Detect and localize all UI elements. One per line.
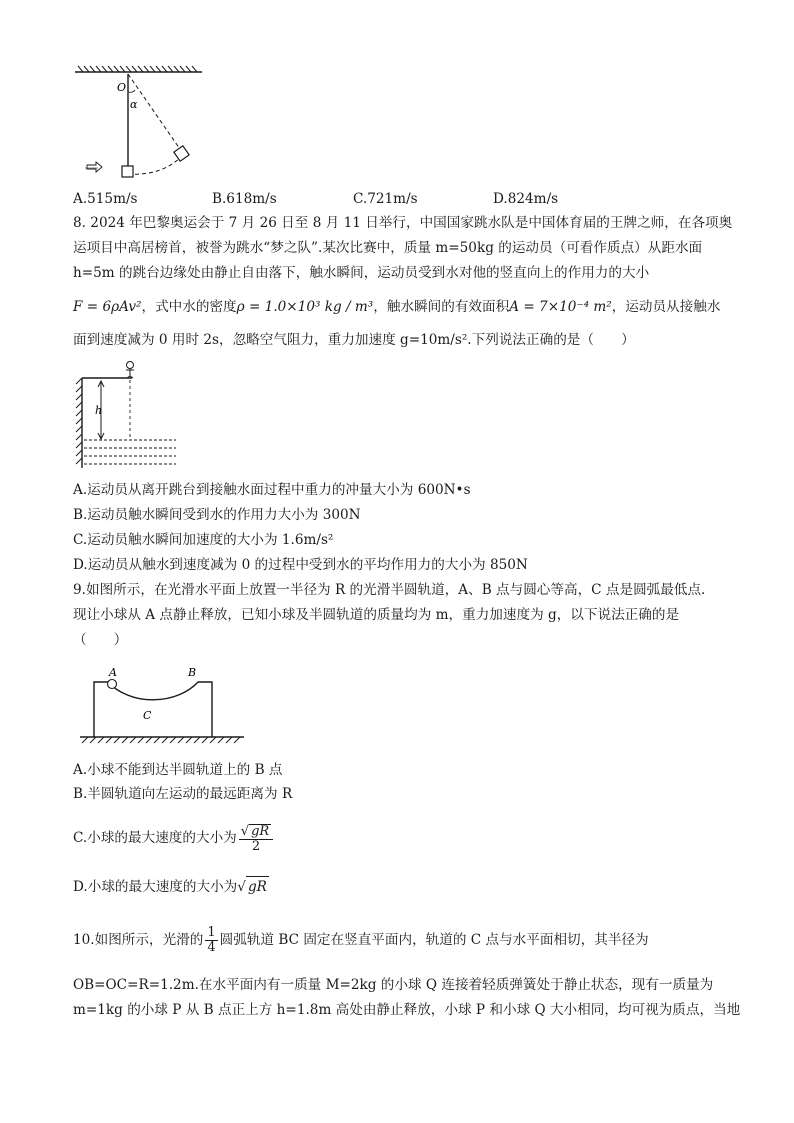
q10-line-2: OB=OC=R=1.2m.在水平面内有一质量 M=2kg 的小球 Q 连接着轻质弹簧处于静止状态，现有一质量为 <box>73 977 714 993</box>
formula-area: A = 7×10⁻⁴ m² <box>509 299 612 315</box>
q9-option-c <box>73 818 275 858</box>
q9-option-c-text: C.小球的最大速度的大小为 <box>73 830 237 846</box>
q10-text-b: 圆弧轨道 BC 固定在竖直平面内，轨道的 C 点与水平面相切，其半径为 <box>219 932 649 948</box>
label-h: h <box>95 404 103 417</box>
label-a: A <box>109 666 117 679</box>
q7-option-c: C.721m/s <box>353 191 418 207</box>
q10-line-3: m=1kg 的小球 P 从 B 点正上方 h=1.8m 高处由静止释放，小球 P 和小球 Q 大小相同，均可视为质点，当地 <box>73 1002 741 1018</box>
fraction-sqrt-gr-over-2: $\frac{√ gR}{2}$ <box>239 824 273 854</box>
q7-option-b: B.618m/s <box>212 191 277 207</box>
q9-option-b: B.半圆轨道向左运动的最远距离为 R <box>73 786 293 802</box>
q8-line-3: h=5m 的跳台边缘处由静止自由落下，触水瞬间，运动员受到水对他的竖直向上的作用力的大小 <box>73 265 650 281</box>
q8-text-c: ，运动员从接触水 <box>611 299 721 315</box>
label-o: O <box>117 81 127 94</box>
q8-text-a: ，式中水的密度 <box>141 299 237 315</box>
q8-option-b: B.运动员触水瞬间受到水的作用力大小为 300N <box>73 507 361 523</box>
radicand-gr: gR <box>251 823 270 839</box>
q8-option-a: A.运动员从离开跳台到接触水面过程中重力的冲量大小为 600N•s <box>73 482 471 498</box>
q8-option-c: C.运动员触水瞬间加速度的大小为 1.6m/s² <box>73 532 334 548</box>
q7-option-d: D.824m/s <box>493 191 559 207</box>
fraction-one-quarter: $\frac{1}{4}$ <box>207 925 216 955</box>
diving-figure <box>72 356 182 472</box>
radicand-gr-d: gR <box>246 876 269 897</box>
denominator-2: 2 <box>251 838 261 854</box>
q8-line-1: 8. 2024 年巴黎奥运会于 7 月 26 日至 8 月 11 日举行，中国国家跳水队是中国体育届的王牌之师，在各项奥 <box>73 215 733 231</box>
q9-line-1: 9.如图所示，在光滑水平面上放置一半径为 R 的光滑半圆轨道，A、B 点与圆心等高，C 点是圆弧最低点. <box>73 582 706 598</box>
q9-option-d-text: D.小球的最大速度的大小为 <box>73 879 238 895</box>
formula-density: ρ = 1.0×10³ kg / m³ <box>236 299 374 315</box>
label-b: B <box>188 666 197 679</box>
q8-line-4 <box>73 297 720 317</box>
q9-option-d: D.小球的最大速度的大小为√ gR <box>73 876 269 897</box>
q9-option-a: A.小球不能到达半圆轨道上的 B 点 <box>73 762 283 778</box>
q9-line-2: 现让小球从 A 点静止释放，已知小球及半圆轨道的质量均为 m，重力加速度为 g，以下说法正确的是 <box>73 607 680 623</box>
label-alpha: α <box>130 98 138 111</box>
label-c: C <box>143 709 152 722</box>
half-track-figure <box>78 662 248 746</box>
q9-line-3: （ ） <box>73 632 128 648</box>
q10-line-1 <box>73 922 649 958</box>
pendulum-figure <box>70 62 210 184</box>
q7-option-a: A.515m/s <box>73 191 138 207</box>
q8-option-d: D.运动员从触水到速度减为 0 的过程中受到水的平均作用力的大小为 850N <box>73 557 528 573</box>
formula-force: F = 6ρAv² <box>73 299 142 315</box>
q8-line-5: 面到速度减为 0 用时 2s，忽略空气阻力，重力加速度 g=10m/s².下列说法正确的是（ ） <box>73 332 635 348</box>
q8-line-2: 运项目中高居榜首，被誉为跳水“梦之队”.某次比赛中，质量 m=50kg 的运动员（可看作质点）从距水面 <box>73 240 703 256</box>
q8-text-b: ，触水瞬间的有效面积 <box>373 299 510 315</box>
q10-text-a: 10.如图所示，光滑的 <box>73 932 204 948</box>
